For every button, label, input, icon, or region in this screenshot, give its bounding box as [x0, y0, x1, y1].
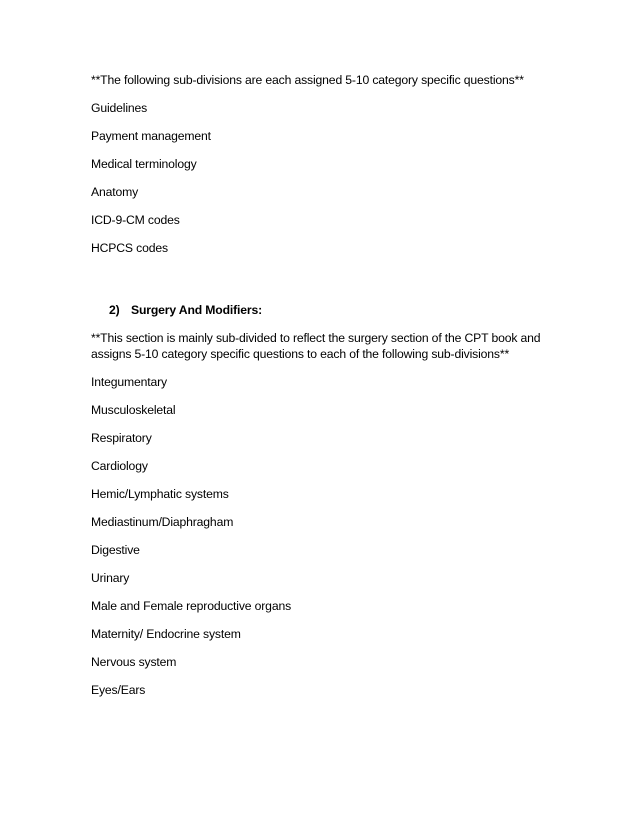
list-item: Nervous system — [91, 655, 177, 669]
list-item: Medical terminology — [91, 157, 197, 171]
document-body — [91, 72, 561, 710]
section2-number: 2) — [109, 303, 120, 317]
list-item: Eyes/Ears — [91, 683, 146, 697]
list-item: Guidelines — [91, 101, 148, 115]
section2-intro — [91, 330, 561, 362]
list-item: Maternity/ Endocrine system — [91, 627, 241, 641]
list-item: Anatomy — [91, 185, 139, 199]
section2-intro-line-1: **This section is mainly sub-divided to reflect the surgery section of the CPT book and — [91, 331, 541, 345]
list-item: Urinary — [91, 571, 130, 585]
section-spacer — [91, 268, 561, 302]
list-item: ICD-9-CM codes — [91, 213, 180, 227]
list-item: HCPCS codes — [91, 241, 168, 255]
list-item: Respiratory — [91, 431, 152, 445]
list-item: Payment management — [91, 129, 211, 143]
list-item: Musculoskeletal — [91, 403, 176, 417]
list-item: Digestive — [91, 543, 140, 557]
list-item: Integumentary — [91, 375, 167, 389]
list-item: Mediastinum/Diaphragham — [91, 515, 234, 529]
list-item: Hemic/Lymphatic systems — [91, 487, 229, 501]
list-item: Cardiology — [91, 459, 148, 473]
section2-intro-line-2: assigns 5-10 category specific questions to each of the following sub-divisions** — [91, 347, 510, 361]
section2-title: Surgery And Modifiers: — [131, 303, 263, 317]
list-item: Male and Female reproductive organs — [91, 599, 292, 613]
section2-heading — [91, 302, 561, 318]
section1-intro: **The following sub-divisions are each assigned 5-10 category specific questions** — [91, 73, 524, 87]
